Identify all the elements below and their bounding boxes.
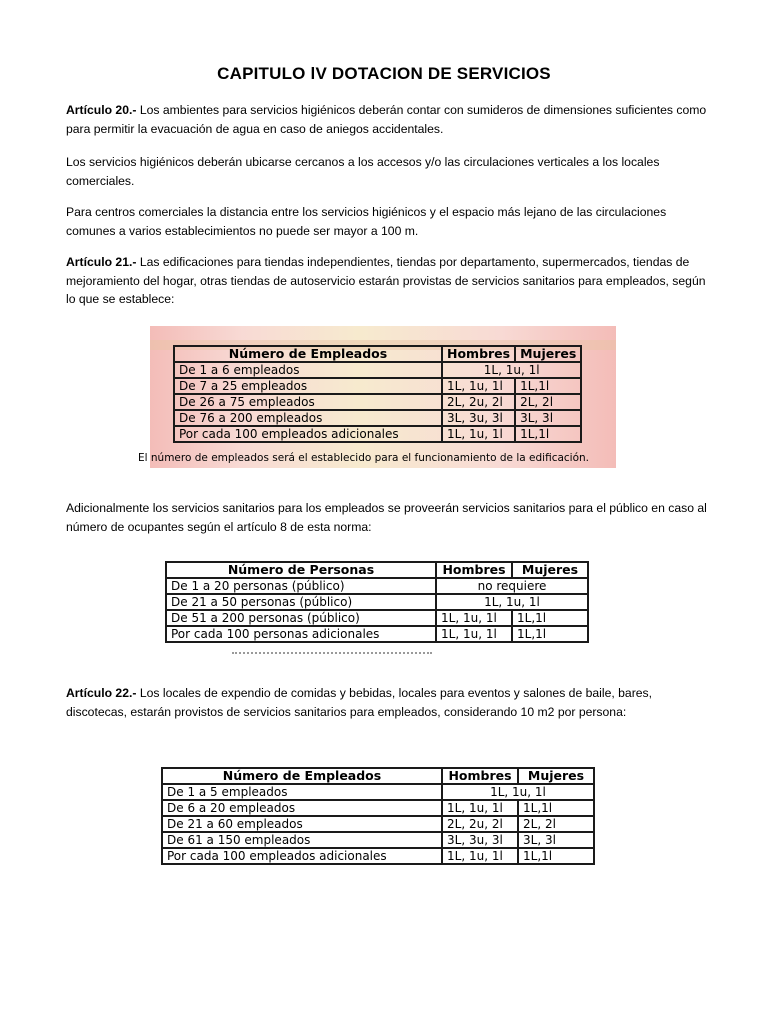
article-21-label: Artículo 21.- <box>66 255 137 269</box>
table-row <box>162 816 594 832</box>
table-header-cell: Número de Empleados <box>174 346 442 362</box>
table-cell: 2L, 2l <box>515 394 581 410</box>
table-cell: Por cada 100 empleados adicionales <box>174 426 442 442</box>
article-21 <box>66 253 716 309</box>
table-cell: 1L, 1u, 1l <box>436 626 512 642</box>
article-21-text: Las edificaciones para tiendas independientes, tiendas por departamento, supermercados, tiendas de mejoramiento del hogar, otras tiendas de autoservicio estarán provistas de servicios sanitarios para empleados, según lo que se establece: <box>66 255 706 306</box>
page-title: CAPITULO lV DOTACION DE SERVICIOS <box>217 64 551 83</box>
table-header-row <box>174 346 581 362</box>
table-cell: 2L, 2u, 2l <box>442 816 518 832</box>
table-cell: De 21 a 50 personas (público) <box>166 594 436 610</box>
table-cell: 1L,1l <box>515 426 581 442</box>
table-cell: 1L,1l <box>512 626 588 642</box>
table-row <box>166 626 588 642</box>
table-caption: El número de empleados será el establecido para el funcionamiento de la edificación. <box>138 452 590 464</box>
scan-artifact-line <box>232 652 432 657</box>
table-header-cell: Mujeres <box>512 562 588 578</box>
table-row <box>166 578 588 594</box>
table-row <box>162 832 594 848</box>
table-header-cell: Hombres <box>442 346 515 362</box>
article-20 <box>66 101 716 138</box>
table-header-cell: Número de Empleados <box>162 768 442 784</box>
table-cell: 2L, 2l <box>518 816 594 832</box>
table-cell: De 51 a 200 personas (público) <box>166 610 436 626</box>
table-cell: De 21 a 60 empleados <box>162 816 442 832</box>
table-cell: De 76 a 200 empleados <box>174 410 442 426</box>
table-cell: 3L, 3u, 3l <box>442 832 518 848</box>
article-20-text: Los ambientes para servicios higiénicos deberán contar con sumideros de dimensiones suficientes como para permitir la evacuación de agua en caso de aniegos accidentales. <box>66 103 707 136</box>
table-cell: 1L,1l <box>518 848 594 864</box>
table-cell: 1L, 1u, 1l <box>442 378 515 394</box>
table-header-row <box>166 562 588 578</box>
table-row <box>166 594 588 610</box>
table-cell: 1L, 1u, 1l <box>442 426 515 442</box>
article-22-label: Artículo 22.- <box>66 686 137 700</box>
table-cell: De 6 a 20 empleados <box>162 800 442 816</box>
article-22 <box>66 684 716 721</box>
table-cell: 1L,1l <box>518 800 594 816</box>
article-20-label: Artículo 20.- <box>66 103 137 117</box>
table-cell: 3L, 3l <box>515 410 581 426</box>
table-public-persons <box>165 561 589 643</box>
table-row <box>174 410 581 426</box>
table-cell: 2L, 2u, 2l <box>442 394 515 410</box>
table-cell: De 1 a 6 empleados <box>174 362 442 378</box>
table-row <box>166 610 588 626</box>
table-cell: 1L,1l <box>515 378 581 394</box>
table-cell: 1L, 1u, 1l <box>442 848 518 864</box>
table-cell: 1L, 1u, 1l <box>442 800 518 816</box>
table-row <box>162 784 594 800</box>
paragraph-public-services: Adicionalmente los servicios sanitarios para los empleados se proveerán servicios sanitarios para el público en caso al número de ocupantes según el artículo 8 de esta norma: <box>66 501 707 534</box>
table-header-cell: Hombres <box>436 562 512 578</box>
table-cell: 1L,1l <box>512 610 588 626</box>
table-row <box>174 362 581 378</box>
table-header-cell: Hombres <box>442 768 518 784</box>
table-employees-restaurants <box>161 767 595 865</box>
table-cell: 1L, 1u, 1l <box>436 610 512 626</box>
table-cell: Por cada 100 empleados adicionales <box>162 848 442 864</box>
table-row <box>174 378 581 394</box>
table-cell: Por cada 100 personas adicionales <box>166 626 436 642</box>
table-cell: 3L, 3l <box>518 832 594 848</box>
table-cell: De 7 a 25 empleados <box>174 378 442 394</box>
table-cell: no requiere <box>436 578 588 594</box>
paragraph-services-location: Los servicios higiénicos deberán ubicarse cercanos a los accesos y/o las circulaciones verticales a los locales comerciales. <box>66 155 660 188</box>
table-cell: De 1 a 5 empleados <box>162 784 442 800</box>
article-22-text: Los locales de expendio de comidas y bebidas, locales para eventos y salones de baile, bares, discotecas, estarán provistos de servicios sanitarios para empleados, considerando 10 m2 por persona: <box>66 686 653 719</box>
paragraph-distance-rule: Para centros comerciales la distancia entre los servicios higiénicos y el espacio más lejano de las circulaciones comunes a varios establecimientos no puede ser mayor a 100 m. <box>66 205 667 238</box>
table-cell: 3L, 3u, 3l <box>442 410 515 426</box>
table-employees-stores <box>173 345 582 443</box>
table-cell: 1L, 1u, 1l <box>436 594 588 610</box>
table-header-cell: Mujeres <box>515 346 581 362</box>
table-row <box>162 800 594 816</box>
table-cell: 1L, 1u, 1l <box>442 362 581 378</box>
table-header-cell: Número de Personas <box>166 562 436 578</box>
table-row <box>174 394 581 410</box>
table-header-cell: Mujeres <box>518 768 594 784</box>
table-cell: De 61 a 150 empleados <box>162 832 442 848</box>
table-header-row <box>162 768 594 784</box>
table-cell: De 26 a 75 empleados <box>174 394 442 410</box>
table-row <box>162 848 594 864</box>
table-cell: De 1 a 20 personas (público) <box>166 578 436 594</box>
table-row <box>174 426 581 442</box>
table-cell: 1L, 1u, 1l <box>442 784 594 800</box>
